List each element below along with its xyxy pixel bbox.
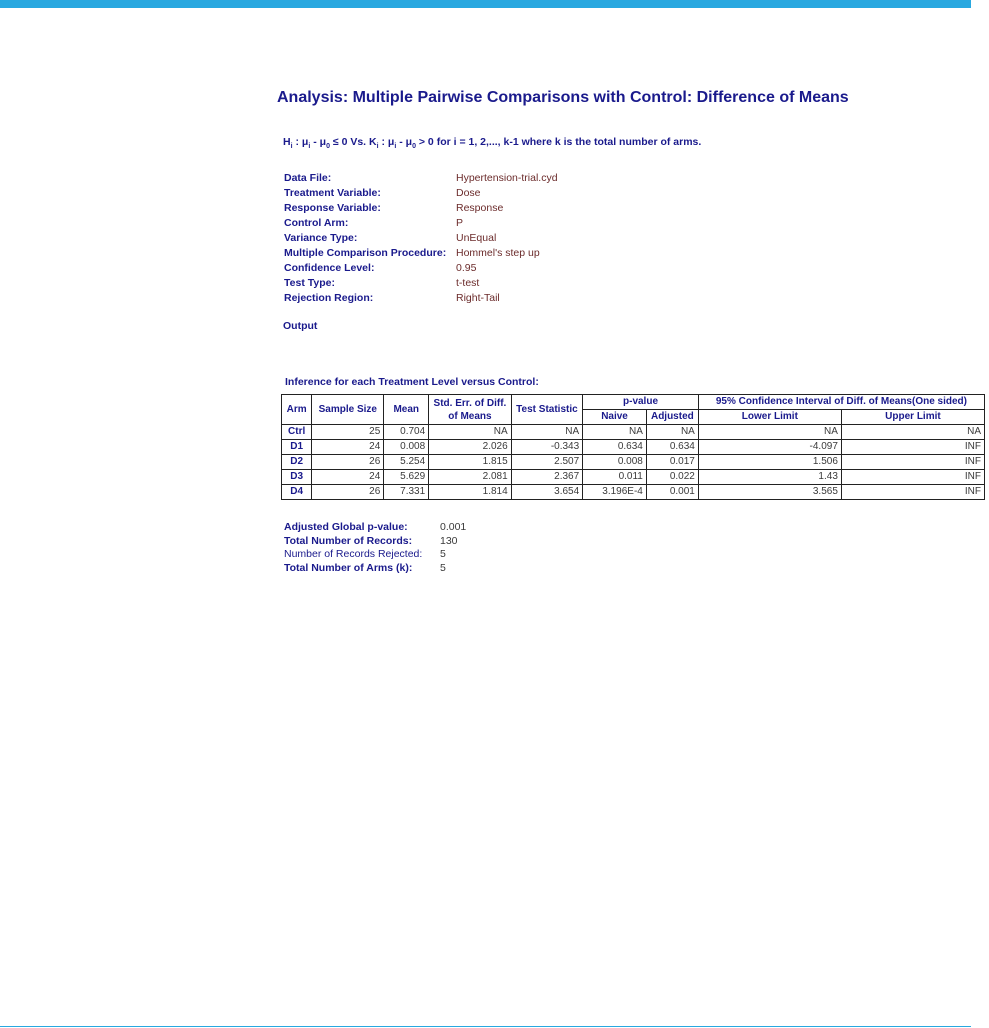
col-header-p-value: p-value: [583, 395, 699, 410]
col-header-test-statistic: Test Statistic: [511, 395, 583, 425]
cell-mean: 7.331: [384, 485, 429, 500]
cell-mean: 5.254: [384, 455, 429, 470]
cell-adjusted: 0.634: [646, 440, 698, 455]
cell-sample-size: 26: [312, 485, 384, 500]
col-header-ci: 95% Confidence Interval of Diff. of Means(One sided): [698, 395, 984, 410]
page-title: Analysis: Multiple Pairwise Comparisons with Control: Difference of Means: [277, 89, 849, 106]
cell-upper-limit: INF: [841, 470, 984, 485]
info-row-response-variable: Response Variable: Response: [284, 202, 504, 214]
col-header-lower-limit: Lower Limit: [698, 410, 841, 425]
cell-naive: 0.011: [583, 470, 647, 485]
cell-lower-limit: 1.43: [698, 470, 841, 485]
table-header-row: [282, 395, 985, 410]
cell-adjusted: 0.022: [646, 470, 698, 485]
summary-block: [284, 521, 466, 575]
col-header-arm: Arm: [282, 395, 312, 425]
summary-row-total-arms: Total Number of Arms (k): 5: [284, 561, 446, 574]
cell-test-statistic: 3.654: [511, 485, 583, 500]
cell-sample-size: 26: [312, 455, 384, 470]
cell-upper-limit: INF: [841, 455, 984, 470]
bottom-divider: [0, 1026, 971, 1027]
cell-upper-limit: INF: [841, 440, 984, 455]
col-header-sample-size: Sample Size: [312, 395, 384, 425]
table-row: [282, 485, 985, 500]
cell-mean: 0.008: [384, 440, 429, 455]
table-row: [282, 455, 985, 470]
cell-test-statistic: 2.507: [511, 455, 583, 470]
cell-naive: 0.634: [583, 440, 647, 455]
cell-lower-limit: 3.565: [698, 485, 841, 500]
cell-sample-size: 24: [312, 470, 384, 485]
summary-row-global-p: Adjusted Global p-value: 0.001: [284, 521, 467, 533]
col-header-upper-limit: Upper Limit: [841, 410, 984, 425]
col-header-std-err: Std. Err. of Diff. of Means: [429, 395, 511, 425]
table-caption: Inference for each Treatment Level versus Control:: [285, 376, 539, 388]
cell-adjusted: NA: [646, 425, 698, 440]
cell-adjusted: 0.017: [646, 455, 698, 470]
cell-naive: NA: [583, 425, 647, 440]
cell-naive: 3.196E-4: [583, 485, 647, 500]
cell-upper-limit: INF: [841, 485, 984, 500]
cell-test-statistic: -0.343: [511, 440, 583, 455]
cell-lower-limit: NA: [698, 425, 841, 440]
col-header-naive: Naive: [583, 410, 647, 425]
info-row-test-type: Test Type: t-test: [284, 277, 480, 289]
info-row-control-arm: Control Arm: P: [284, 217, 464, 229]
cell-std-err: 1.814: [429, 485, 511, 500]
top-accent-bar: [0, 0, 971, 8]
cell-std-err: NA: [429, 425, 511, 440]
col-header-adjusted: Adjusted: [646, 410, 698, 425]
cell-test-statistic: 2.367: [511, 470, 583, 485]
info-row-data-file: Data File: Hypertension-trial.cyd: [284, 172, 558, 184]
results-table: [281, 394, 985, 500]
table-row: [282, 440, 985, 455]
cell-adjusted: 0.001: [646, 485, 698, 500]
cell-mean: 5.629: [384, 470, 429, 485]
cell-upper-limit: NA: [841, 425, 984, 440]
cell-naive: 0.008: [583, 455, 647, 470]
cell-lower-limit: 1.506: [698, 455, 841, 470]
analysis-info: [284, 171, 558, 306]
cell-arm: D2: [282, 455, 312, 470]
cell-sample-size: 24: [312, 440, 384, 455]
info-row-confidence-level: Confidence Level: 0.95: [284, 262, 477, 274]
info-row-rejection-region: Rejection Region: Right-Tail: [284, 292, 500, 304]
info-row-mc-procedure: Multiple Comparison Procedure: Hommel's step up: [284, 247, 540, 259]
cell-lower-limit: -4.097: [698, 440, 841, 455]
info-row-treatment-variable: Treatment Variable: Dose: [284, 187, 481, 199]
cell-sample-size: 25: [312, 425, 384, 440]
cell-std-err: 1.815: [429, 455, 511, 470]
cell-arm: D4: [282, 485, 312, 500]
table-row: [282, 470, 985, 485]
cell-std-err: 2.026: [429, 440, 511, 455]
col-header-mean: Mean: [384, 395, 429, 425]
cell-mean: 0.704: [384, 425, 429, 440]
output-heading: Output: [283, 320, 318, 332]
info-row-variance-type: Variance Type: UnEqual: [284, 232, 497, 244]
table-row: [282, 425, 985, 440]
summary-row-total-records: Total Number of Records: 130: [284, 534, 458, 547]
cell-arm: Ctrl: [282, 425, 312, 440]
summary-row-records-rejected: Number of Records Rejected: 5: [284, 548, 446, 560]
hypothesis-statement: $H_i$ : $\mu_i - \mu_0 \le 0$ Vs. $K_i$ : $\mu_i - \mu_0 > 0$ for i = 1, 2,..., k-1 where k is the total number of arms.: [283, 136, 702, 151]
cell-arm: D3: [282, 470, 312, 485]
cell-test-statistic: NA: [511, 425, 583, 440]
cell-std-err: 2.081: [429, 470, 511, 485]
cell-arm: D1: [282, 440, 312, 455]
